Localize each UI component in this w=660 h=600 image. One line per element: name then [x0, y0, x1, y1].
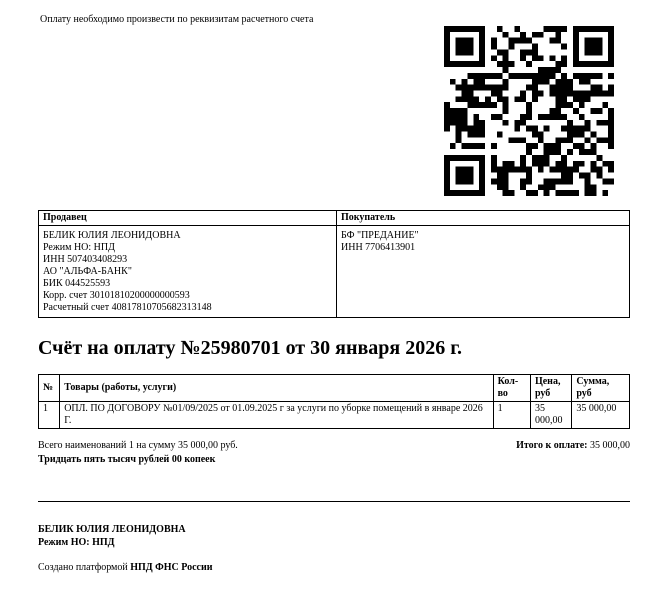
items-header-row — [39, 375, 630, 402]
total-to-pay — [516, 440, 630, 452]
total-label: Итого к оплате: — [516, 440, 588, 451]
row-description: ОПЛ. ПО ДОГОВОРУ №01/09/2025 от 01.09.2025 г за услуги по уборке помещений в январе 2026 Г. — [60, 402, 493, 429]
seller-bik: БИК 044525593 — [43, 278, 111, 289]
payment-note: Оплату необходимо произвести по реквизитам расчетного счета — [40, 14, 314, 25]
seller-inn: ИНН 507403408293 — [43, 254, 128, 265]
parties-table — [38, 210, 630, 318]
footer-prefix: Создано платформой — [38, 562, 128, 573]
signature-divider — [38, 501, 630, 502]
seller-name: БЕЛИК ЮЛИЯ ЛЕОНИДОВНА — [43, 230, 181, 241]
buyer-details — [337, 226, 630, 318]
seller-corr-account: Корр. счет 30101810200000000593 — [43, 290, 190, 301]
col-sum: Сумма, руб — [572, 375, 630, 402]
signature-name: БЕЛИК ЮЛИЯ ЛЕОНИДОВНА — [38, 524, 186, 535]
seller-bank: АО "АЛЬФА-БАНК" — [43, 266, 132, 277]
row-number: 1 — [39, 402, 60, 429]
seller-heading: Продавец — [39, 211, 337, 226]
invoice-title: Счёт на оплату №25980701 от 30 января 2026 г. — [38, 337, 463, 359]
col-price: Цена, руб — [530, 375, 571, 402]
seller-account: Расчетный счет 40817810705682313148 — [43, 302, 212, 313]
signature-tax-mode: Режим НО: НПД — [38, 537, 115, 548]
row-sum: 35 000,00 — [572, 402, 630, 429]
total-value: 35 000,00 — [590, 440, 630, 451]
amount-in-words: Тридцать пять тысяч рублей 00 копеек — [38, 454, 216, 465]
row-quantity: 1 — [493, 402, 530, 429]
platform-footer — [38, 562, 213, 574]
col-quantity: Кол-во — [493, 375, 530, 402]
items-table — [38, 374, 630, 429]
col-number: № — [39, 375, 60, 402]
col-goods: Товары (работы, услуги) — [60, 375, 493, 402]
buyer-name: БФ "ПРЕДАНИЕ" — [341, 230, 419, 241]
seller-details — [39, 226, 337, 318]
row-price: 35 000,00 — [530, 402, 571, 429]
seller-tax-mode: Режим НО: НПД — [43, 242, 115, 253]
items-summary: Всего наименований 1 на сумму 35 000,00 руб. — [38, 440, 238, 451]
footer-platform: НПД ФНС России — [130, 562, 213, 573]
qr-code-icon — [444, 26, 614, 196]
buyer-heading: Покупатель — [337, 211, 630, 226]
buyer-inn: ИНН 7706413901 — [341, 242, 416, 253]
table-row — [39, 402, 630, 429]
